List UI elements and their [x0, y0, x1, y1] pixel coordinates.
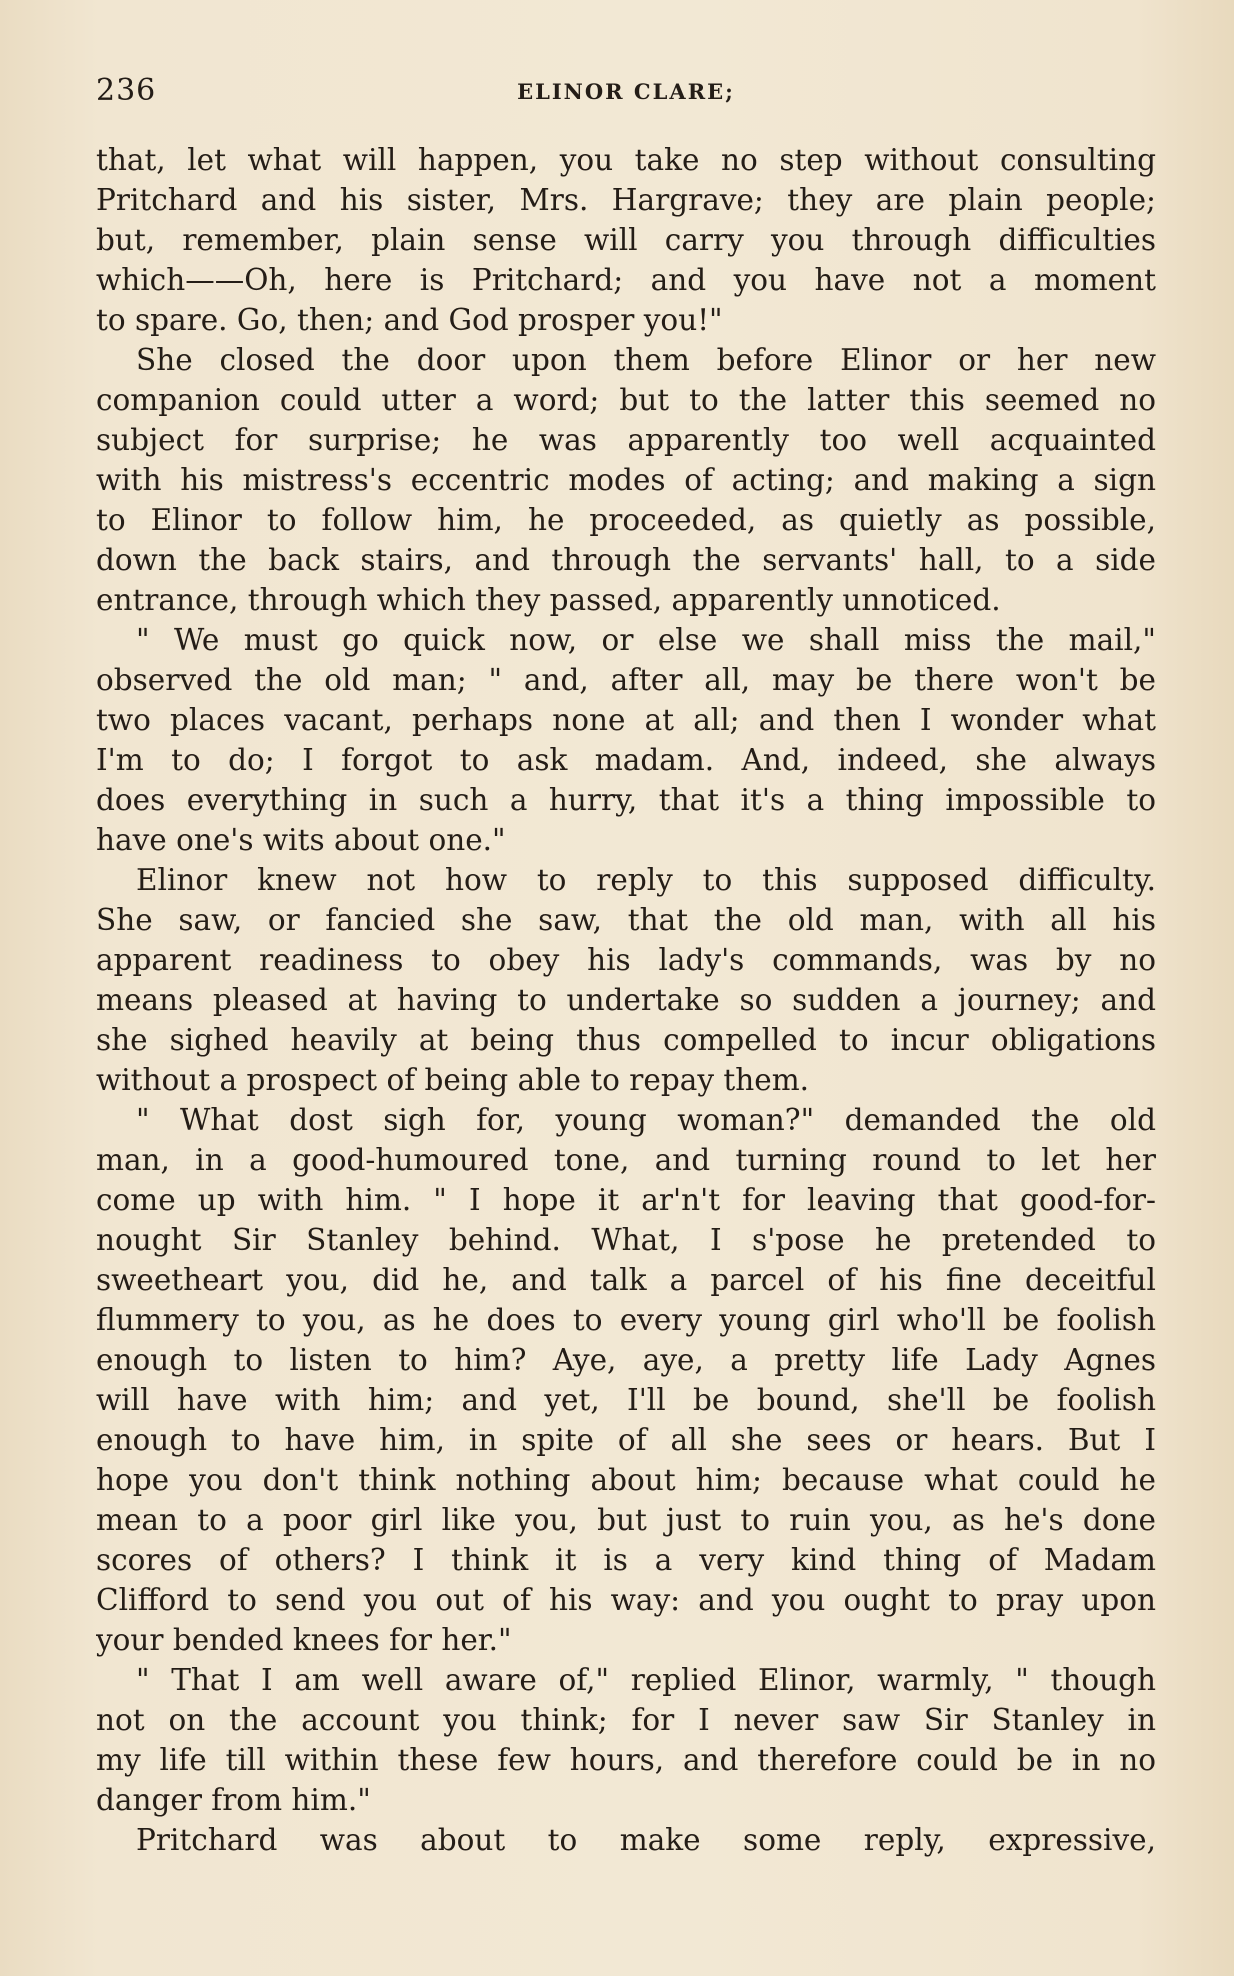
text-line: my life till within these few hours, and therefore could be in no: [96, 1743, 1156, 1777]
running-title: ELINOR CLARE;: [517, 79, 735, 104]
text-line: not on the account you think; for I never saw Sir Stanley in: [96, 1703, 1156, 1737]
text-line: Pritchard and his sister, Mrs. Hargrave; they are plain people;: [96, 183, 1156, 217]
text-line: flummery to you, as he does to every young girl who'll be foolish: [96, 1303, 1156, 1337]
text-line: She saw, or fancied she saw, that the old man, with all his: [96, 903, 1156, 937]
text-line: nought Sir Stanley behind. What, I s'pose he pretended to: [96, 1223, 1156, 1257]
text-line: sweetheart you, did he, and talk a parcel of his fine deceitful: [96, 1263, 1156, 1297]
text-line: man, in a good-humoured tone, and turning round to let her: [96, 1143, 1156, 1177]
text-line: down the back stairs, and through the servants' hall, to a side: [96, 543, 1156, 577]
text-line: I'm to do; I forgot to ask madam. And, indeed, she always: [96, 743, 1156, 777]
text-line: hope you don't think nothing about him; because what could he: [96, 1463, 1156, 1497]
text-line: have one's wits about one.": [96, 823, 506, 857]
text-line: Pritchard was about to make some reply, expressive,: [136, 1823, 1156, 1857]
text-line: Elinor knew not how to reply to this supposed difficulty.: [136, 863, 1156, 897]
text-line: " What dost sigh for, young woman?" demanded the old: [136, 1103, 1156, 1137]
text-line: She closed the door upon them before Elinor or her new: [136, 343, 1156, 377]
text-line: without a prospect of being able to repay them.: [96, 1063, 810, 1097]
text-line: means pleased at having to undertake so sudden a journey; and: [96, 983, 1156, 1017]
text-line: observed the old man; " and, after all, may be there won't be: [96, 663, 1156, 697]
text-line: that, let what will happen, you take no step without consulting: [96, 143, 1156, 177]
text-line: subject for surprise; he was apparently too well acquainted: [96, 423, 1156, 457]
text-line: entrance, through which they passed, apparently unnoticed.: [96, 583, 1001, 617]
text-line: will have with him; and yet, I'll be bound, she'll be foolish: [96, 1383, 1156, 1417]
text-line: to Elinor to follow him, he proceeded, as quietly as possible,: [96, 503, 1156, 537]
text-line: " We must go quick now, or else we shall miss the mail,": [136, 623, 1156, 657]
text-line: does everything in such a hurry, that it's a thing impossible to: [96, 783, 1156, 817]
text-line: enough to have him, in spite of all she sees or hears. But I: [96, 1423, 1156, 1457]
text-line: two places vacant, perhaps none at all; and then I wonder what: [96, 703, 1156, 737]
text-line: apparent readiness to obey his lady's commands, was by no: [96, 943, 1156, 977]
text-line: she sighed heavily at being thus compelled to incur obligations: [96, 1023, 1156, 1057]
text-line: companion could utter a word; but to the latter this seemed no: [96, 383, 1156, 417]
text-line: with his mistress's eccentric modes of acting; and making a sign: [96, 463, 1156, 497]
text-line: mean to a poor girl like you, but just to ruin you, as he's done: [96, 1503, 1156, 1537]
text-line: enough to listen to him? Aye, aye, a pretty life Lady Agnes: [96, 1343, 1156, 1377]
body-text: [96, 140, 1156, 1860]
page-header: [96, 68, 1156, 114]
text-line: but, remember, plain sense will carry you through difficulties: [96, 223, 1156, 257]
text-line: scores of others? I think it is a very kind thing of Madam: [96, 1543, 1156, 1577]
text-line: " That I am well aware of," replied Elinor, warmly, " though: [136, 1663, 1156, 1697]
text-line: which——Oh, here is Pritchard; and you have not a moment: [96, 263, 1156, 297]
text-line: danger from him.": [96, 1783, 371, 1817]
text-line: Clifford to send you out of his way: and you ought to pray upon: [96, 1583, 1156, 1617]
text-line: your bended knees for her.": [96, 1623, 512, 1657]
text-line: to spare. Go, then; and God prosper you!": [96, 303, 723, 337]
page-number: 236: [96, 73, 157, 108]
text-line: come up with him. " I hope it ar'n't for leaving that good-for-: [96, 1183, 1156, 1217]
